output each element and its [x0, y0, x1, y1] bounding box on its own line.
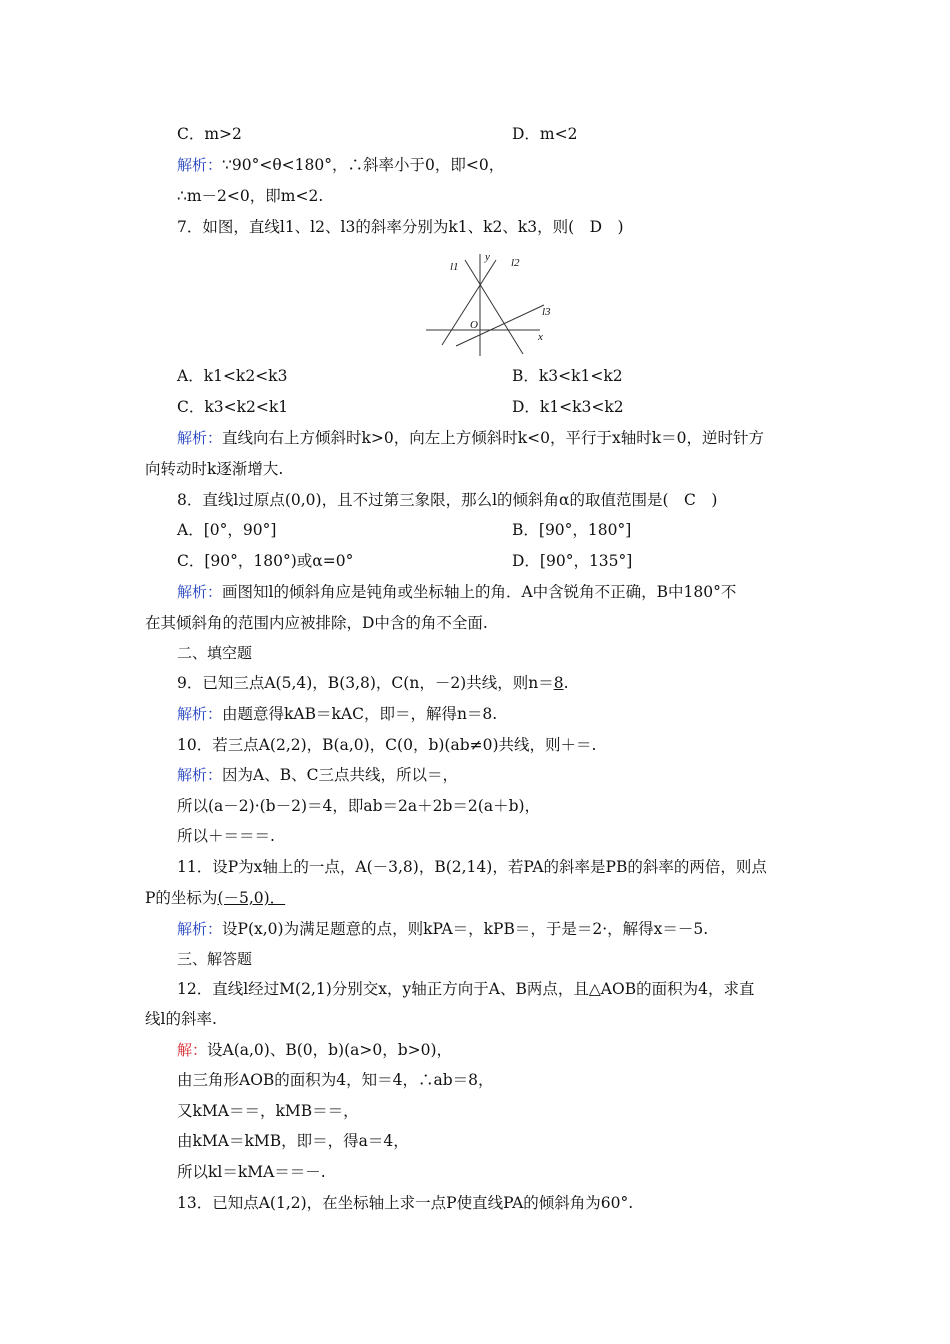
- label-y: y: [485, 251, 490, 263]
- q10-answer-line-2: 所以(a－2)·(b－2)＝4，即ab＝2a＋2b＝2(a＋b)，: [177, 797, 541, 815]
- q6-option-d: D．m<2: [512, 125, 578, 143]
- line-l2: [465, 260, 523, 354]
- answer-label: 解析：: [177, 766, 223, 784]
- q7-line-figure: [420, 250, 560, 350]
- q7-stem: 7．如图，直线l1、l2、l3的斜率分别为k1、k2、k3，则( D ): [177, 218, 624, 236]
- q12-solution-line-3: 又kMA＝＝，kMB＝＝，: [177, 1102, 359, 1120]
- q9-stem: 9．已知三点A(5,4)，B(3,8)，C(n，－2)共线，则n＝8.: [177, 674, 569, 692]
- q8-option-d: D．[90°，135°]: [512, 552, 633, 570]
- label-l1: l1: [450, 261, 459, 273]
- q10-answer-line-3: 所以＋＝＝＝.: [177, 827, 275, 845]
- answer-label: 解析：: [177, 429, 223, 447]
- q12-solution-line-2: 由三角形AOB的面积为4，知＝4，∴ab＝8，: [177, 1071, 494, 1089]
- section-heading-fill-in: 二、填空题: [177, 644, 253, 662]
- q8-option-c: C．[90°，180°)或α=0°: [177, 552, 354, 570]
- label-x: x: [538, 331, 543, 343]
- answer-label: 解析：: [177, 583, 223, 601]
- q10-stem: 10．若三点A(2,2)，B(a,0)，C(0，b)(ab≠0)共线，则＋＝.: [177, 736, 597, 754]
- q8-option-a: A．[0°，90°]: [177, 521, 277, 539]
- q12-stem-line-1: 12．直线l经过M(2,1)分别交x，y轴正方向于A、B两点，且△AOB的面积为4，求直: [177, 980, 755, 998]
- q9-answer-line-1: 解析：由题意得kAB＝kAC，即＝，解得n＝8.: [177, 705, 498, 723]
- q9-answer-blank: 8: [553, 674, 564, 692]
- q7-option-b: B．k3<k1<k2: [512, 367, 623, 385]
- q8-option-b: B．[90°，180°]: [512, 521, 632, 539]
- q8-answer-line-2: 在其倾斜角的范围内应被排除，D中含的角不全面.: [145, 614, 488, 632]
- q7-answer-line-2: 向转动时k逐渐增大.: [145, 460, 284, 478]
- q6-option-c: C．m>2: [177, 125, 242, 143]
- label-l3: l3: [542, 306, 551, 318]
- q8-answer-line-1: 解析：画图知l的倾斜角应是钝角或坐标轴上的角．A中含锐角不正确，B中180°不: [177, 583, 737, 601]
- section-heading-solutions: 三、解答题: [177, 950, 253, 968]
- q12-solution-line-4: 由kMA＝kMB，即＝，得a＝4，: [177, 1132, 409, 1150]
- q8-stem: 8．直线l过原点(0,0)，且不过第三象限，那么l的倾斜角α的取值范围是( C ): [177, 491, 718, 509]
- q7-option-d: D．k1<k3<k2: [512, 398, 624, 416]
- q13-stem: 13．已知点A(1,2)，在坐标轴上求一点P使直线PA的倾斜角为60°.: [177, 1194, 634, 1212]
- q6-answer-line-1: 解析：∵90°<θ<180°，∴斜率小于0，即<0，: [177, 156, 505, 174]
- q10-answer-line-1: 解析：因为A、B、C三点共线，所以＝，: [177, 766, 458, 784]
- answer-label: 解析：: [177, 705, 223, 723]
- q7-option-c: C．k3<k2<k1: [177, 398, 289, 416]
- coordinate-diagram: [420, 250, 560, 350]
- q12-solution-line-1: 解：设A(a,0)、B(0，b)(a>0，b>0)，: [177, 1041, 453, 1059]
- solution-label: 解：: [177, 1041, 208, 1059]
- label-origin: O: [470, 319, 478, 331]
- q12-solution-line-5: 所以kl＝kMA＝＝－.: [177, 1163, 326, 1181]
- q12-stem-line-2: 线l的斜率.: [145, 1010, 217, 1028]
- q11-answer-blank: (－5,0)．: [217, 889, 286, 907]
- label-l2: l2: [511, 257, 520, 269]
- q7-option-a: A．k1<k2<k3: [177, 367, 288, 385]
- q7-answer-line-1: 解析：直线向右上方倾斜时k>0，向左上方倾斜时k<0，平行于x轴时k＝0，逆时针方: [177, 429, 764, 447]
- q11-stem-line-1: 11．设P为x轴上的一点，A(－3,8)，B(2,14)，若PA的斜率是PB的斜率的两倍，则点: [177, 858, 767, 876]
- q11-stem-line-2: P的坐标为(－5,0)．: [145, 889, 286, 907]
- answer-label: 解析：: [177, 920, 223, 938]
- q6-answer-line-2: ∴m－2<0，即m<2.: [177, 187, 324, 205]
- answer-label: 解析：: [177, 156, 223, 174]
- q11-answer-line-1: 解析：设P(x,0)为满足题意的点，则kPA＝，kPB＝，于是＝2·，解得x＝－5.: [177, 920, 709, 938]
